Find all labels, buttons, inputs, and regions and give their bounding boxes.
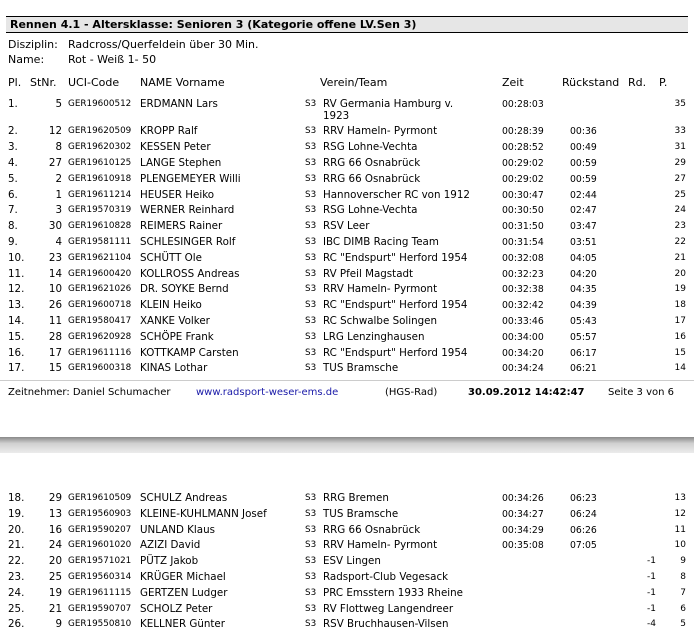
category-cell: S3 [305, 347, 317, 358]
gap-cell: 04:20 [570, 268, 597, 280]
place-cell: 21. [8, 539, 25, 552]
points-cell: 23 [674, 221, 686, 232]
club-cell: IBC DIMB Racing Team [323, 235, 439, 248]
club-cell: RRG 66 Osnabrück [323, 156, 421, 169]
place-cell: 19. [8, 507, 25, 520]
points-cell: 11 [674, 524, 686, 535]
start-number-cell: 20 [48, 555, 62, 568]
time-cell: 00:34:29 [502, 524, 544, 536]
laps-cell: -1 [647, 587, 656, 598]
club-cell: RRV Hameln- Pyrmont [323, 283, 438, 296]
time-cell: 00:34:27 [502, 508, 544, 520]
gap-cell: 02:44 [570, 189, 597, 201]
footer-page-number: Seite 3 von 6 [608, 387, 674, 398]
time-cell: 00:28:39 [502, 126, 544, 138]
gap-cell: 04:05 [570, 252, 597, 264]
place-cell: 9. [8, 235, 18, 248]
rider-name-cell: SCHLESINGER Rolf [140, 235, 236, 248]
disziplin-value: Radcross/Querfeldein über 30 Min. [68, 38, 259, 51]
club-cell: RV Pfeil Magstadt [323, 267, 414, 280]
category-cell: S3 [305, 126, 317, 137]
start-number-cell: 14 [48, 267, 62, 280]
time-cell: 00:34:00 [502, 331, 544, 343]
category-cell: S3 [305, 315, 317, 326]
uci-code-cell: GER19600318 [68, 363, 132, 374]
time-cell: 00:33:46 [502, 315, 544, 327]
points-cell: 22 [674, 236, 686, 247]
time-cell: 00:34:26 [502, 493, 544, 504]
start-number-cell: 13 [48, 507, 62, 520]
rider-name-cell: KESSEN Peter [140, 141, 211, 154]
category-cell: S3 [305, 252, 317, 263]
rider-name-cell: WERNER Reinhard [140, 204, 235, 217]
start-number-cell: 5 [55, 98, 62, 110]
uci-code-cell: GER19601020 [68, 540, 132, 551]
points-cell: 33 [674, 126, 686, 137]
time-cell: 00:31:54 [502, 236, 544, 248]
uci-code-cell: GER19621104 [68, 252, 132, 263]
place-cell: 15. [8, 330, 25, 343]
start-number-cell: 2 [55, 172, 62, 185]
uci-code-cell: GER19621026 [68, 284, 132, 295]
category-cell: S3 [305, 221, 317, 232]
laps-cell: -1 [647, 572, 656, 582]
page-break [0, 437, 694, 453]
gap-cell: 05:43 [570, 315, 597, 327]
category-cell: S3 [305, 205, 317, 216]
uci-code-cell: GER19610828 [68, 221, 132, 232]
start-number-cell: 23 [48, 251, 62, 264]
rider-name-cell: ERDMANN Lars [140, 98, 218, 110]
points-cell: 24 [674, 205, 686, 216]
time-cell: 00:34:20 [502, 347, 544, 359]
points-cell: 29 [674, 157, 686, 168]
club-cell: RRG 66 Osnabrück [323, 523, 421, 536]
laps-cell: -1 [647, 556, 656, 567]
category-cell: S3 [305, 363, 317, 374]
gap-cell: 04:39 [570, 300, 597, 312]
club-cell: RSG Lohne-Vechta [323, 204, 418, 217]
points-cell: 15 [674, 347, 686, 358]
place-cell: 1. [8, 98, 18, 110]
club-cell: RC "Endspurt" Herford 1954 [323, 346, 468, 359]
category-cell: S3 [305, 142, 317, 153]
place-cell: 18. [8, 492, 25, 504]
place-cell: 13. [8, 299, 25, 312]
rider-name-cell: LANGE Stephen [140, 156, 222, 169]
gap-cell: 00:36 [570, 126, 597, 138]
place-cell: 23. [8, 571, 25, 583]
gap-cell: 06:21 [570, 363, 597, 375]
points-cell: 27 [674, 173, 686, 184]
time-cell: 00:30:50 [502, 205, 544, 217]
points-cell: 18 [674, 300, 686, 311]
category-cell: S3 [305, 331, 317, 342]
club-cell: PRC Emsstern 1933 Rheine [323, 586, 464, 599]
uci-code-cell: GER19620302 [68, 142, 132, 153]
time-cell: 00:31:50 [502, 221, 544, 233]
club-cell: RC "Endspurt" Herford 1954 [323, 299, 468, 312]
category-cell: S3 [305, 157, 317, 168]
club-cell: RC "Endspurt" Herford 1954 [323, 251, 468, 264]
rider-name-cell: SCHÜTT Ole [140, 251, 202, 264]
uci-code-cell: GER19571021 [68, 556, 132, 567]
place-cell: 25. [8, 602, 25, 615]
points-cell: 17 [674, 315, 686, 326]
gap-cell: 00:59 [570, 173, 597, 185]
club-cell: Hannoverscher RC von 1912 [323, 188, 470, 201]
time-cell: 00:30:47 [502, 189, 544, 201]
club-cell: RV Flottweg Langendreer [323, 602, 454, 615]
club-cell: RSV Bruchhausen-Vilsen [323, 618, 449, 631]
start-number-cell: 24 [48, 539, 62, 552]
start-number-cell: 9 [55, 618, 62, 631]
start-number-cell: 17 [48, 346, 62, 359]
uci-code-cell: GER19611214 [68, 189, 132, 200]
uci-code-cell: GER19581111 [68, 236, 132, 247]
start-number-cell: 3 [55, 204, 62, 217]
place-cell: 22. [8, 555, 25, 568]
category-cell: S3 [305, 587, 317, 598]
uci-code-cell: GER19590707 [68, 603, 132, 614]
club-cell-continued: 1923 [323, 110, 350, 122]
club-cell: RRV Hameln- Pyrmont [323, 539, 438, 552]
category-cell: S3 [305, 493, 317, 503]
place-cell: 11. [8, 267, 25, 280]
name-value: Rot - Weiß 1- 50 [68, 53, 157, 66]
footer-timekeeper: Zeitnehmer: Daniel Schumacher [8, 387, 171, 398]
laps-cell: -4 [647, 619, 656, 630]
category-cell: S3 [305, 236, 317, 247]
col-header-name: NAME Vorname [140, 76, 225, 89]
gap-cell: 06:24 [570, 508, 597, 520]
place-cell: 14. [8, 314, 25, 327]
rider-name-cell: DR. SOYKE Bernd [140, 283, 229, 296]
points-cell: 8 [680, 572, 686, 582]
place-cell: 17. [8, 362, 25, 375]
club-cell: RSV Leer [323, 220, 370, 233]
start-number-cell: 26 [48, 299, 62, 312]
points-cell: 9 [680, 556, 686, 567]
rider-name-cell: SCHOLZ Peter [140, 602, 213, 615]
start-number-cell: 8 [55, 141, 62, 154]
gap-cell: 05:57 [570, 331, 597, 343]
footer-software: (HGS-Rad) [385, 387, 438, 398]
gap-cell: 00:59 [570, 157, 597, 169]
start-number-cell: 30 [48, 220, 62, 233]
rider-name-cell: SCHÖPE Frank [140, 330, 214, 343]
category-cell: S3 [305, 300, 317, 311]
points-cell: 21 [674, 252, 686, 263]
time-cell: 00:28:03 [502, 99, 544, 110]
uci-code-cell: GER19600420 [68, 268, 132, 279]
club-cell: ESV Lingen [323, 555, 381, 568]
col-header-club: Verein/Team [320, 76, 388, 89]
start-number-cell: 21 [48, 602, 62, 615]
category-cell: S3 [305, 99, 317, 109]
time-cell: 00:32:23 [502, 268, 544, 280]
place-cell: 2. [8, 125, 18, 138]
rider-name-cell: HEUSER Heiko [140, 188, 215, 201]
uci-code-cell: GER19620509 [68, 126, 132, 137]
uci-code-cell: GER19600718 [68, 300, 132, 311]
start-number-cell: 10 [48, 283, 62, 296]
club-cell: TUS Bramsche [323, 362, 399, 375]
place-cell: 16. [8, 346, 25, 359]
col-header-zeit: Zeit [502, 76, 524, 89]
rider-name-cell: KOTTKAMP Carsten [140, 346, 239, 359]
time-cell: 00:29:02 [502, 157, 544, 169]
category-cell: S3 [305, 284, 317, 295]
uci-code-cell: GER19610125 [68, 157, 132, 168]
rider-name-cell: KLEIN Heiko [140, 299, 202, 312]
points-cell: 19 [674, 284, 686, 295]
rider-name-cell: GERTZEN Ludger [140, 586, 228, 599]
laps-cell: -1 [647, 603, 656, 614]
time-cell: 00:35:08 [502, 540, 544, 552]
place-cell: 5. [8, 172, 18, 185]
disziplin-label: Disziplin: [8, 38, 58, 51]
place-cell: 4. [8, 156, 18, 169]
place-cell: 24. [8, 586, 25, 599]
points-cell: 7 [680, 587, 686, 598]
start-number-cell: 25 [48, 571, 62, 583]
page-title: Rennen 4.1 - Altersklasse: Senioren 3 (Kategorie offene LV.Sen 3) [10, 18, 417, 31]
club-cell: RV Germania Hamburg v. [323, 98, 454, 110]
category-cell: S3 [305, 556, 317, 567]
rider-name-cell: KLEINE-KUHLMANN Josef [140, 507, 267, 520]
category-cell: S3 [305, 173, 317, 184]
rider-name-cell: XANKE Volker [140, 314, 210, 327]
points-cell: 10 [674, 540, 686, 551]
club-cell: RRV Hameln- Pyrmont [323, 125, 438, 138]
points-cell: 20 [674, 268, 686, 279]
club-cell: LRG Lenzinghausen [323, 330, 425, 343]
time-cell: 00:28:52 [502, 142, 544, 154]
rider-name-cell: PÜTZ Jakob [140, 555, 199, 568]
start-number-cell: 16 [48, 523, 62, 536]
start-number-cell: 11 [48, 314, 62, 327]
col-header-rd: Rd. [628, 76, 647, 89]
category-cell: S3 [305, 524, 317, 535]
gap-cell: 06:26 [570, 524, 597, 536]
category-cell: S3 [305, 268, 317, 279]
col-header-pl: Pl. [8, 76, 22, 89]
uci-code-cell: GER19550810 [68, 619, 132, 630]
place-cell: 26. [8, 618, 25, 631]
gap-cell: 00:49 [570, 142, 597, 154]
gap-cell: 03:51 [570, 236, 597, 248]
gap-cell: 07:05 [570, 540, 597, 552]
category-cell: S3 [305, 572, 317, 582]
footer-datetime: 30.09.2012 14:42:47 [468, 387, 585, 398]
category-cell: S3 [305, 508, 317, 519]
points-cell: 25 [674, 189, 686, 200]
gap-cell: 03:47 [570, 221, 597, 233]
time-cell: 00:34:24 [502, 363, 544, 375]
rider-name-cell: KRÜGER Michael [140, 571, 226, 583]
start-number-cell: 19 [48, 586, 62, 599]
start-number-cell: 28 [48, 330, 62, 343]
uci-code-cell: GER19570319 [68, 205, 132, 216]
club-cell: RC Schwalbe Solingen [323, 314, 438, 327]
col-header-points: P. [659, 76, 668, 89]
start-number-cell: 15 [48, 362, 62, 375]
uci-code-cell: GER19580417 [68, 315, 132, 326]
place-cell: 3. [8, 141, 18, 154]
category-cell: S3 [305, 189, 317, 200]
place-cell: 20. [8, 523, 25, 536]
time-cell: 00:29:02 [502, 173, 544, 185]
gap-cell: 02:47 [570, 205, 597, 217]
start-number-cell: 27 [48, 156, 62, 169]
category-cell: S3 [305, 540, 317, 551]
rider-name-cell: PLENGEMEYER Willi [140, 172, 241, 185]
points-cell: 5 [680, 619, 686, 630]
points-cell: 16 [674, 331, 686, 342]
club-cell: Radsport-Club Vegesack [323, 571, 449, 583]
rider-name-cell: REIMERS Rainer [140, 220, 223, 233]
place-cell: 6. [8, 188, 18, 201]
uci-code-cell: GER19560903 [68, 508, 132, 519]
rider-name-cell: UNLAND Klaus [140, 523, 215, 536]
uci-code-cell: GER19600512 [68, 99, 132, 109]
club-cell: RRG 66 Osnabrück [323, 172, 421, 185]
place-cell: 8. [8, 220, 18, 233]
uci-code-cell: GER19610509 [68, 493, 132, 503]
gap-cell: 06:17 [570, 347, 597, 359]
club-cell: RSG Lohne-Vechta [323, 141, 418, 154]
place-cell: 10. [8, 251, 25, 264]
uci-code-cell: GER19611115 [68, 587, 132, 598]
club-cell: RRG Bremen [323, 492, 389, 504]
club-cell: TUS Bramsche [323, 507, 399, 520]
title-bar [6, 16, 688, 33]
footer-divider [0, 380, 694, 381]
start-number-cell: 29 [48, 492, 62, 504]
uci-code-cell: GER19560314 [68, 572, 132, 582]
footer-website-link[interactable]: www.radsport-weser-ems.de [196, 387, 339, 398]
gap-cell: 04:35 [570, 284, 597, 296]
col-header-rueckstand: Rückstand [562, 76, 620, 89]
category-cell: S3 [305, 619, 317, 630]
uci-code-cell: GER19590207 [68, 524, 132, 535]
points-cell: 35 [674, 99, 686, 109]
start-number-cell: 12 [48, 125, 62, 138]
category-cell: S3 [305, 603, 317, 614]
place-cell: 12. [8, 283, 25, 296]
points-cell: 31 [674, 142, 686, 153]
gap-cell: 06:23 [570, 493, 597, 504]
time-cell: 00:32:08 [502, 252, 544, 264]
uci-code-cell: GER19610918 [68, 173, 132, 184]
uci-code-cell: GER19620928 [68, 331, 132, 342]
start-number-cell: 1 [55, 188, 62, 201]
points-cell: 6 [680, 603, 686, 614]
rider-name-cell: SCHULZ Andreas [140, 492, 228, 504]
start-number-cell: 4 [55, 235, 62, 248]
rider-name-cell: KELLNER Günter [140, 618, 226, 631]
uci-code-cell: GER19611116 [68, 347, 132, 358]
points-cell: 12 [674, 508, 686, 519]
points-cell: 14 [674, 363, 686, 374]
name-label: Name: [8, 53, 45, 66]
time-cell: 00:32:38 [502, 284, 544, 296]
points-cell: 13 [674, 493, 686, 503]
place-cell: 7. [8, 204, 18, 217]
time-cell: 00:32:42 [502, 300, 544, 312]
col-header-uci: UCI-Code [68, 76, 120, 89]
col-header-stnr: StNr. [30, 76, 57, 89]
rider-name-cell: KOLLROSS Andreas [140, 267, 240, 280]
rider-name-cell: KROPP Ralf [140, 125, 198, 138]
rider-name-cell: KINAS Lothar [140, 362, 208, 375]
rider-name-cell: AZIZI David [140, 539, 201, 552]
